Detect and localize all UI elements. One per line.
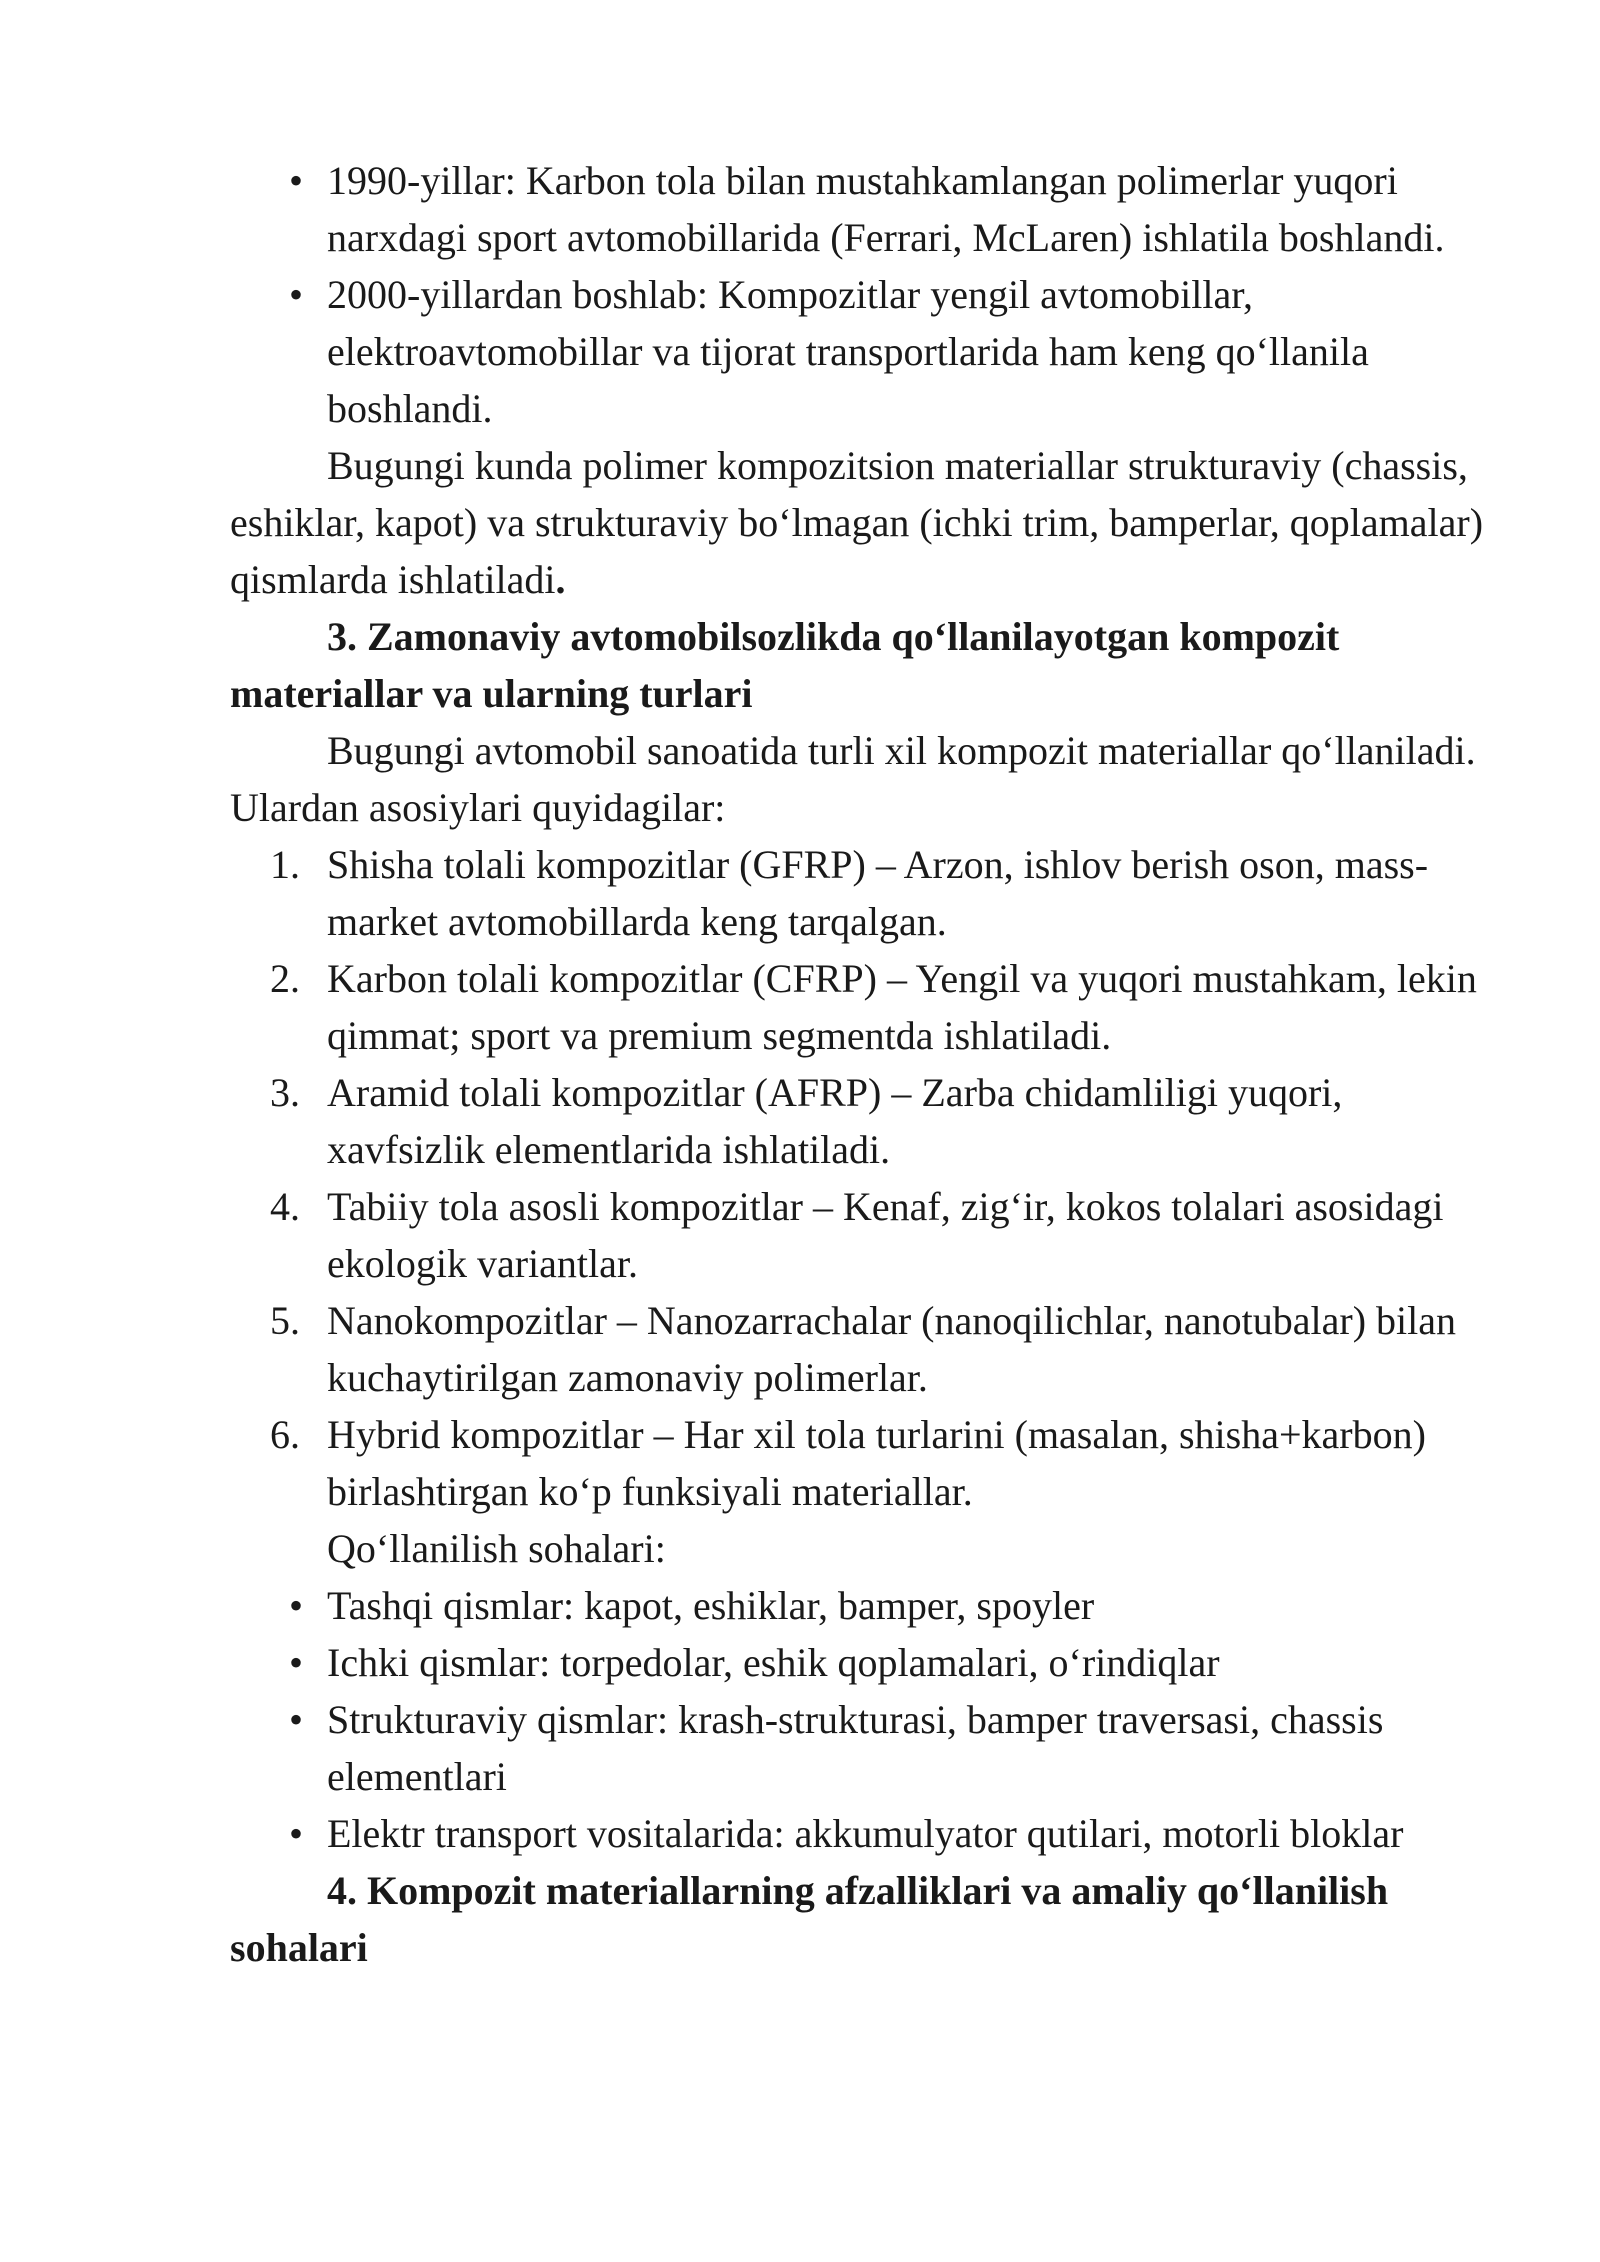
numbered-item	[230, 1292, 1500, 1406]
list-item	[230, 1691, 1500, 1805]
list-item	[230, 1577, 1500, 1634]
item-number: 3.	[270, 1070, 300, 1115]
paragraph-text: Bugungi kunda polimer kompozitsion materiallar strukturaviy (chassis, eshiklar, kapot) va strukturaviy bo‘lmagan (ichki trim, bamperlar, qoplamalar) qismlarda ishlatiladi	[230, 443, 1484, 602]
bullet-marker: •	[288, 158, 303, 203]
numbered-item	[230, 1064, 1500, 1178]
paragraph	[230, 437, 1500, 608]
numbered-item	[230, 836, 1500, 950]
list-item-text: 1990-yillar: Karbon tola bilan mustahkamlangan polimerlar yuqori narxdagi sport avtomobillarida (Ferrari, McLaren) ishlatila boshlandi.	[327, 158, 1445, 260]
list-item	[230, 266, 1500, 437]
numbered-item-text: Tabiiy tola asosli kompozitlar – Kenaf, zig‘ir, kokos tolalari asosidagi ekologik variantlar.	[327, 1184, 1444, 1286]
list-item-text: Strukturaviy qismlar: krash-strukturasi, bamper traversasi, chassis elementlari	[327, 1697, 1384, 1799]
list-item-text: 2000-yillardan boshlab: Kompozitlar yengil avtomobillar, elektroavtomobillar va tijorat transportlarida ham keng qo‘llanila boshlandi.	[327, 272, 1369, 431]
item-number: 4.	[270, 1184, 300, 1229]
usage-label: Qo‘llanilish sohalari:	[327, 1526, 666, 1571]
bullet-marker: •	[288, 1811, 303, 1856]
item-number: 1.	[270, 842, 300, 887]
numbered-item-text: Aramid tolali kompozitlar (AFRP) – Zarba chidamliligi yuqori, xavfsizlik elementlarida ishlatiladi.	[327, 1070, 1343, 1172]
paragraph: Bugungi avtomobil sanoatida turli xil kompozit materiallar qo‘llaniladi. Ulardan asosiylari quyidagilar:	[230, 728, 1476, 830]
numbered-item	[230, 950, 1500, 1064]
list-item-text: Elektr transport vositalarida: akkumulyator qutilari, motorli bloklar	[327, 1811, 1404, 1856]
page-content	[230, 152, 1500, 1976]
numbered-item-text: Hybrid kompozitlar – Har xil tola turlarini (masalan, shisha+karbon) birlashtirgan ko‘p funksiyali materiallar.	[327, 1412, 1426, 1514]
numbered-item-text: Nanokompozitlar – Nanozarrachalar (nanoqilichlar, nanotubalar) bilan kuchaytirilgan zamonaviy polimerlar.	[327, 1298, 1457, 1400]
section-heading-3: 3. Zamonaviy avtomobilsozlikda qo‘llanilayotgan kompozit materiallar va ularning turlari	[230, 614, 1340, 716]
list-item	[230, 1805, 1500, 1862]
item-number: 2.	[270, 956, 300, 1001]
section-heading-4: 4. Kompozit materiallarning afzalliklari va amaliy qo‘llanilish sohalari	[230, 1868, 1389, 1970]
numbered-item-text: Shisha tolali kompozitlar (GFRP) – Arzon, ishlov berish oson, mass-market avtomobillarda keng tarqalgan.	[327, 842, 1429, 944]
list-item-text: Tashqi qismlar: kapot, eshiklar, bamper, spoyler	[327, 1583, 1095, 1628]
paragraph-end-mark: .	[555, 557, 566, 602]
bullet-marker: •	[288, 1583, 303, 1628]
item-number: 6.	[270, 1412, 300, 1457]
numbered-item	[230, 1406, 1500, 1520]
bullet-marker: •	[288, 1640, 303, 1685]
bullet-marker: •	[288, 272, 303, 317]
numbered-item	[230, 1178, 1500, 1292]
list-item	[230, 152, 1500, 266]
list-item	[230, 1634, 1500, 1691]
item-number: 5.	[270, 1298, 300, 1343]
list-item-text: Ichki qismlar: torpedolar, eshik qoplamalari, o‘rindiqlar	[327, 1640, 1220, 1685]
numbered-item-text: Karbon tolali kompozitlar (CFRP) – Yengil va yuqori mustahkam, lekin qimmat; sport va premium segmentda ishlatiladi.	[327, 956, 1477, 1058]
bullet-marker: •	[288, 1697, 303, 1742]
